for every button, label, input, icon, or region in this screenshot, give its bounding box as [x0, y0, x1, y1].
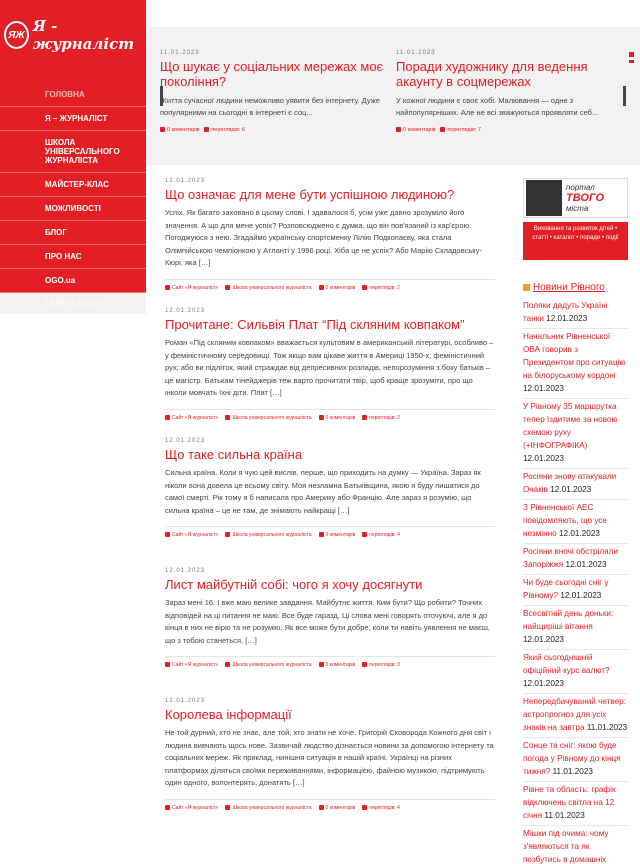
nav-item-about[interactable]: ПРО НАС — [0, 245, 146, 269]
slide-views: переглядів: 7 — [447, 127, 482, 133]
rss-icon — [523, 284, 530, 291]
logo-text: Я - журналіст — [32, 17, 135, 53]
news-item — [523, 826, 628, 864]
post-views: переглядів: 3 — [369, 662, 400, 668]
news-link[interactable]: Начальник Рівненської ОВА говорив з Президентом про ситуацію на білоруському кордоні — [523, 332, 626, 380]
post-list — [165, 178, 495, 828]
slider-indicator[interactable] — [629, 52, 634, 57]
news-link[interactable]: Сонце та сніг: якою буде погода у Рівному до кінця тижня? — [523, 741, 621, 776]
post-card — [165, 308, 495, 438]
post-comments[interactable]: 0 коментарів — [325, 284, 356, 291]
post-views: переглядів: 2 — [369, 414, 400, 421]
eye-icon — [362, 532, 367, 537]
top-strip — [150, 0, 640, 27]
banner-line2: міста — [566, 203, 589, 213]
folder-icon — [225, 285, 230, 290]
post-category[interactable]: Школа універсального журналіста — [232, 284, 312, 291]
post-title[interactable]: Королева інформації — [165, 707, 292, 722]
user-icon — [165, 415, 170, 420]
folder-icon — [225, 805, 230, 810]
right-sidebar — [523, 178, 628, 864]
comment-icon — [319, 805, 324, 810]
comment-icon — [319, 532, 324, 537]
slide-title[interactable]: Що шукає у соціальних мережах моє покоління? — [160, 59, 384, 89]
eye-icon — [362, 285, 367, 290]
post-card — [165, 438, 495, 568]
main-nav — [0, 70, 146, 293]
nav-item-newspaper[interactable]: ГАЗЕТА «ОГО» — [0, 293, 146, 314]
news-date: 12.01.2023 — [523, 454, 564, 463]
post-category[interactable]: Школа універсального журналіста — [232, 662, 312, 668]
post-excerpt: Зараз мені 16. І вже маю велике завдання. Майбутнє життя. Ким бути? Що робити? Точних відповідей на ці питання не маю. Все буде гаразд. Ці слова мені говорять оточуючі, але я до кінця в них не вірю та не розумію. Як все може бути добре, коли ти навіть уявлення не маєш, що з тобою станеться, […] — [165, 598, 491, 645]
news-link[interactable]: Росіяни знову атакували Очаків — [523, 472, 617, 494]
portal-banner[interactable] — [523, 178, 628, 218]
post-date: 12.01.2023 — [165, 308, 206, 314]
portal-banner-text — [566, 183, 604, 214]
post-author[interactable]: Сайт «Я журналіст» — [172, 662, 219, 668]
news-item — [523, 399, 628, 469]
folder-icon — [225, 532, 230, 537]
news-widget-title-text[interactable]: Новини Рівного — [533, 282, 605, 293]
post-category[interactable]: Школа універсального журналіста — [232, 804, 312, 811]
eye-icon — [362, 805, 367, 810]
news-item — [523, 575, 628, 606]
post-meta — [165, 799, 495, 811]
news-date: 11.01.2023 — [552, 767, 593, 776]
news-item — [523, 782, 628, 826]
post-views: переглядів: 4 — [369, 804, 400, 811]
banner-line1: портал — [566, 182, 595, 192]
news-item — [523, 606, 628, 650]
eye-icon — [362, 662, 367, 667]
castle-icon — [526, 180, 562, 216]
post-date: 12.01.2023 — [165, 568, 206, 574]
news-link[interactable]: Який сьогоднішній офіційний курс валют? — [523, 653, 610, 675]
post-excerpt: Сильна країна. Коли я чую цей вислів, перше, що приходить на думку — Україна. Зараз як ніколи вона довела це всьому світу. Моя незламна Батьківщина, якою я буду пишатися до самої смерті. Рік тому я б написала про Америку або Францію. Але зараз я розумію, що сильна країна – це не там, де знімають найкращі […] — [165, 468, 481, 515]
news-item — [523, 329, 628, 399]
news-item — [523, 650, 628, 694]
folder-icon — [225, 415, 230, 420]
news-item — [523, 544, 628, 575]
news-date: 12.01.2023 — [523, 679, 564, 688]
comment-icon — [160, 127, 165, 132]
post-title[interactable]: Що таке сильна країна — [165, 447, 303, 462]
post-excerpt: Роман «Під скляним ковпаком» вважається культовим в американській літературі, особливо – у феміністичному середовищі. Тож якщо вам цікаве життя в Америці 1950-х, феміністичний рух; або ви підліток, який страждає від депресивних розладів, непорозуміння з боку батьків – це магістр. Батькам тінейджерів теж варто прочитати твір, щоб краще зрозуміти, про що інколи мовчать їхні діти. Плат […] — [165, 338, 494, 397]
slide-comments[interactable]: 0 коментарів — [167, 127, 200, 133]
post-category[interactable]: Школа універсального журналіста — [232, 414, 312, 421]
news-date: 12.01.2023 — [560, 591, 602, 600]
news-widget-title[interactable] — [523, 282, 628, 293]
slider-indicator-2[interactable] — [629, 60, 634, 63]
slide-views: переглядів: 6 — [211, 127, 246, 133]
post-card — [165, 178, 495, 308]
post-comments[interactable]: 0 коментарів — [325, 662, 356, 668]
post-author[interactable]: Сайт «Я журналіст» — [172, 414, 219, 421]
news-list — [523, 298, 628, 864]
nav-item-opportunities[interactable]: МОЖЛИВОСТІ — [0, 197, 146, 221]
post-card — [165, 698, 495, 828]
eye-icon — [204, 127, 209, 132]
news-link[interactable]: Поляки дадуть Україні танки — [523, 301, 608, 323]
nav-item-blog[interactable]: БЛОГ — [0, 221, 146, 245]
news-link[interactable]: Росіяни вночі обстріляли Запоріжжя — [523, 547, 618, 569]
user-icon — [165, 532, 170, 537]
news-item — [523, 694, 628, 738]
post-date: 12.01.2023 — [165, 178, 206, 184]
post-comments[interactable]: 0 коментарів — [325, 532, 356, 538]
comment-icon — [396, 127, 401, 132]
featured-slider — [146, 0, 640, 165]
eye-icon — [440, 127, 445, 132]
post-author[interactable]: Сайт «Я журналіст» — [172, 532, 219, 538]
news-date: 12.01.2023 — [546, 314, 588, 323]
news-link[interactable]: Всесвітній день доньки: найщиріші вітання — [523, 609, 614, 631]
user-icon — [165, 285, 170, 290]
folder-icon — [225, 662, 230, 667]
post-meta — [165, 526, 495, 538]
post-views: переглядів: 2 — [369, 284, 400, 291]
news-link[interactable]: Непередбачуваний четвер: астропрогноз для усіх знаків на завтра — [523, 697, 627, 732]
news-item — [523, 469, 628, 500]
slide-excerpt: У кожної людини є своє хобі. Малювання — одне з найпопулярніших. Але не всі зважуються проявляти себ... — [396, 96, 599, 117]
user-icon — [165, 662, 170, 667]
post-date: 12.01.2023 — [165, 698, 206, 704]
news-date: 12.01.2023 — [550, 485, 592, 494]
slide-excerpt: Життя сучасної людини неможливо уявити без інтернету. Дуже популярними на сьогодні в інтернеті є соц... — [160, 96, 380, 117]
post-views: переглядів: 4 — [369, 532, 400, 538]
nav-item-i-journalist[interactable]: Я – ЖУРНАЛІСТ — [0, 107, 146, 131]
post-category[interactable]: Школа універсального журналіста — [232, 532, 312, 538]
news-item — [523, 298, 628, 329]
logo-mark: ЯЖ — [4, 21, 29, 49]
slide-card — [396, 50, 626, 133]
nav-item-master-class[interactable]: МАЙСТЕР-КЛАС — [0, 173, 146, 197]
sidebar — [0, 0, 146, 864]
slide-date: 11.01.2023 — [160, 50, 200, 56]
site-logo[interactable] — [0, 0, 146, 70]
comment-icon — [319, 662, 324, 667]
news-item — [523, 738, 628, 782]
post-comments[interactable]: 0 коментарів — [325, 804, 356, 811]
post-title[interactable]: Що означає для мене бути успішною людиною? — [165, 187, 455, 202]
news-date: 12.01.2023 — [523, 635, 564, 644]
news-link[interactable]: З Рівненської АЕС повідомляють, що усе незмінно — [523, 503, 607, 538]
news-link[interactable]: У Рівному 35 маршрутка тепер їздитиме за новою схемою руху (+ІНФОГРАФІКА) — [523, 402, 618, 450]
news-link[interactable]: Рівне та область: графік відключень світла на 12 січня — [523, 785, 616, 820]
post-meta — [165, 409, 495, 421]
post-excerpt: Успіх. Як багато заховано в цьому слові. І здавалося б, усім уже давно зрозуміло його значення. А що для мене успіх? Розповсюджено є думка, що він пов'язаний із кар'єрою. Погоджуюся з нею. Згадаймо українську спортсменку Лілію Подкопаєву, яка стала Олімпійською чемпіонкою у Атланті у 1996 році. Хіба це не успіх? Або Марію Складовську-Кюрі, яка […] — [165, 208, 482, 267]
news-item — [523, 500, 628, 544]
eye-icon — [362, 415, 367, 420]
news-link[interactable]: Мішки під очима: чому з'являються та як позбутись в домашніх — [523, 829, 609, 864]
news-date: 11.01.2023 — [544, 811, 585, 820]
news-date: 12.01.2023 — [565, 560, 607, 569]
slide-comments[interactable]: 0 коментарів — [403, 127, 436, 133]
news-link[interactable]: Чи буде сьогодні сніг у Рівному? — [523, 578, 609, 600]
slide-meta — [160, 127, 390, 133]
nav-item-school[interactable]: ШКОЛА УНІВЕРСАЛЬНОГО ЖУРНАЛІСТА — [0, 131, 146, 173]
user-icon — [165, 805, 170, 810]
post-card — [165, 568, 495, 698]
kids-banner[interactable]: Виховання та розвиток дітей • статті • каталог • поради • події — [523, 222, 628, 260]
post-meta — [165, 656, 495, 668]
news-date: 12.01.2023 — [558, 529, 600, 538]
post-excerpt: Не той дурний, хто не знає, але той, хто знати не хоче. Григорій Сковорода Кожного дня світ і людина вивчають щось нове. Зазвичай людство дізнається новини за допомогою інтернету та соціальних мереж. Як приклад, нинішня ситуація в нашій країні. Українці на різних платформах діляться своїми переживаннями, інформацією, файною музикою, підтримують один одного, волонтерять, донатять […] — [165, 728, 494, 787]
banner-brand: ТВОГО — [566, 191, 605, 204]
slide-card — [160, 50, 390, 133]
slide-date: 11.01.2023 — [396, 50, 436, 56]
post-date: 12.01.2023 — [165, 438, 206, 444]
comment-icon — [319, 285, 324, 290]
slide-title[interactable]: Поради художнику для ведення акаунту в соцмережах — [396, 59, 588, 89]
news-date: 11.01.2023 — [586, 723, 628, 732]
nav-item-home[interactable]: ГОЛОВНА — [0, 83, 146, 107]
post-author[interactable]: Сайт «Я журналіст» — [172, 804, 219, 811]
nav-item-ogo[interactable]: OGO.ua — [0, 269, 146, 293]
slide-meta — [396, 127, 626, 133]
comment-icon — [319, 415, 324, 420]
post-title[interactable]: Лист майбутній собі: чого я хочу досягнути — [165, 577, 423, 592]
news-date: 12.01.2023 — [523, 384, 564, 393]
post-title[interactable]: Прочитане: Сильвія Плат “Під скляним ковпаком” — [165, 317, 465, 332]
post-meta — [165, 279, 495, 291]
post-comments[interactable]: 0 коментарів — [325, 414, 356, 421]
post-author[interactable]: Сайт «Я журналіст» — [172, 284, 219, 291]
